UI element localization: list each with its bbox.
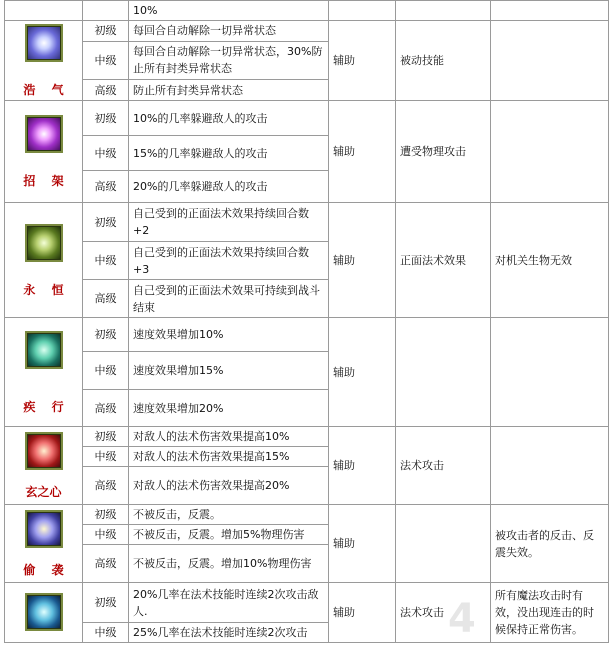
effect-cell: 25%几率在法术技能时连续2次攻击 bbox=[129, 623, 329, 643]
skill-cell bbox=[5, 1, 83, 21]
trigger-cell: 遭受物理攻击 bbox=[396, 101, 491, 203]
table-row bbox=[5, 583, 609, 623]
trigger-cell: 正面法术效果 bbox=[396, 203, 491, 318]
green-spiral-icon bbox=[25, 224, 63, 262]
effect-cell: 对敌人的法术伤害效果提高20% bbox=[129, 467, 329, 505]
blue-crystal-icon bbox=[25, 593, 63, 631]
trigger-cell bbox=[396, 1, 491, 21]
level-cell: 初级 bbox=[83, 427, 129, 447]
effect-cell: 不被反击，反震。增加5%物理伤害 bbox=[129, 525, 329, 545]
red-heart-icon bbox=[25, 432, 63, 470]
note-cell: 被攻击者的反击、反震失效。 bbox=[491, 505, 609, 583]
skill-cell bbox=[5, 318, 83, 427]
site-watermark: 4 bbox=[448, 596, 476, 642]
level-cell bbox=[83, 1, 129, 21]
note-cell bbox=[491, 21, 609, 101]
skill-cell bbox=[5, 583, 83, 643]
effect-cell: 自己受到的正面法术效果持续回合数+2 bbox=[129, 203, 329, 242]
effect-cell: 对敌人的法术伤害效果提高10% bbox=[129, 427, 329, 447]
note-cell: 对机关生物无效 bbox=[491, 203, 609, 318]
effect-cell: 不被反击，反震。 bbox=[129, 505, 329, 525]
category-cell: 辅助 bbox=[329, 505, 396, 583]
trigger-cell: 法术攻击 bbox=[396, 583, 491, 643]
level-cell: 中级 bbox=[83, 447, 129, 467]
trigger-cell bbox=[396, 318, 491, 427]
skill-cell bbox=[5, 101, 83, 203]
category-cell: 辅助 bbox=[329, 203, 396, 318]
skill-cell bbox=[5, 21, 83, 101]
level-cell: 中级 bbox=[83, 41, 129, 80]
trigger-cell: 被动技能 bbox=[396, 21, 491, 101]
purple-burst-icon bbox=[25, 115, 63, 153]
effect-cell: 速度效果增加10% bbox=[129, 318, 329, 352]
level-cell: 高级 bbox=[83, 467, 129, 505]
note-cell: 所有魔法攻击时有效，没出现连击的时候保持正常伤害。 bbox=[491, 583, 609, 643]
effect-cell: 不被反击，反震。增加10%物理伤害 bbox=[129, 545, 329, 583]
effect-cell: 每回合自动解除一切异常状态，30%防止所有封类异常状态 bbox=[129, 41, 329, 80]
skill-name: 偷 袭 bbox=[23, 563, 70, 577]
effect-cell: 自己受到的正面法术效果持续回合数+3 bbox=[129, 242, 329, 280]
table-row bbox=[5, 21, 609, 42]
note-cell bbox=[491, 427, 609, 505]
level-cell: 中级 bbox=[83, 623, 129, 643]
winged-figure-icon bbox=[25, 510, 63, 548]
note-cell bbox=[491, 1, 609, 21]
level-cell: 初级 bbox=[83, 505, 129, 525]
table-row bbox=[5, 101, 609, 136]
skill-name: 浩 气 bbox=[23, 83, 70, 97]
level-cell: 高级 bbox=[83, 390, 129, 427]
skill-name: 招 架 bbox=[23, 174, 70, 188]
level-cell: 高级 bbox=[83, 545, 129, 583]
table-row bbox=[5, 203, 609, 242]
effect-cell: 15%的几率躲避敌人的攻击 bbox=[129, 136, 329, 171]
effect-cell: 10%的几率躲避敌人的攻击 bbox=[129, 101, 329, 136]
effect-cell: 自己受到的正面法术效果可持续到战斗结束 bbox=[129, 280, 329, 318]
category-cell: 辅助 bbox=[329, 427, 396, 505]
table-row bbox=[5, 1, 609, 21]
level-cell: 初级 bbox=[83, 101, 129, 136]
note-cell bbox=[491, 101, 609, 203]
effect-cell: 速度效果增加15% bbox=[129, 352, 329, 390]
category-cell: 辅助 bbox=[329, 21, 396, 101]
effect-cell: 速度效果增加20% bbox=[129, 390, 329, 427]
category-cell bbox=[329, 1, 396, 21]
effect-cell: 每回合自动解除一切异常状态 bbox=[129, 21, 329, 42]
level-cell: 中级 bbox=[83, 242, 129, 280]
note-cell bbox=[491, 318, 609, 427]
level-cell: 高级 bbox=[83, 80, 129, 101]
table-row bbox=[5, 505, 609, 525]
effect-cell: 20%的几率躲避敌人的攻击 bbox=[129, 171, 329, 203]
level-cell: 初级 bbox=[83, 203, 129, 242]
trigger-cell bbox=[396, 505, 491, 583]
skill-name: 永 恒 bbox=[23, 282, 70, 297]
skill-table bbox=[4, 0, 609, 643]
level-cell: 高级 bbox=[83, 171, 129, 203]
level-cell: 中级 bbox=[83, 525, 129, 545]
table-row bbox=[5, 318, 609, 352]
level-cell: 初级 bbox=[83, 318, 129, 352]
skill-cell bbox=[5, 427, 83, 505]
level-cell: 初级 bbox=[83, 21, 129, 42]
effect-cell: 防止所有封类异常状态 bbox=[129, 80, 329, 101]
effect-cell: 对敌人的法术伤害效果提高15% bbox=[129, 447, 329, 467]
trigger-cell: 法术攻击 bbox=[396, 427, 491, 505]
table-row bbox=[5, 427, 609, 447]
effect-cell: 10% bbox=[129, 1, 329, 21]
effect-cell: 20%几率在法术技能时连续2次攻击敌人. bbox=[129, 583, 329, 623]
category-cell: 辅助 bbox=[329, 101, 396, 203]
teal-wave-icon bbox=[25, 331, 63, 369]
level-cell: 初级 bbox=[83, 583, 129, 623]
skill-cell bbox=[5, 203, 83, 318]
category-cell: 辅助 bbox=[329, 318, 396, 427]
skill-name: 玄之心 bbox=[25, 485, 62, 499]
category-cell: 辅助 bbox=[329, 583, 396, 643]
skill-cell bbox=[5, 505, 83, 583]
skill-name: 疾 行 bbox=[23, 399, 70, 414]
level-cell: 中级 bbox=[83, 352, 129, 390]
orb-sparkle-icon bbox=[25, 24, 63, 62]
level-cell: 高级 bbox=[83, 280, 129, 318]
level-cell: 中级 bbox=[83, 136, 129, 171]
